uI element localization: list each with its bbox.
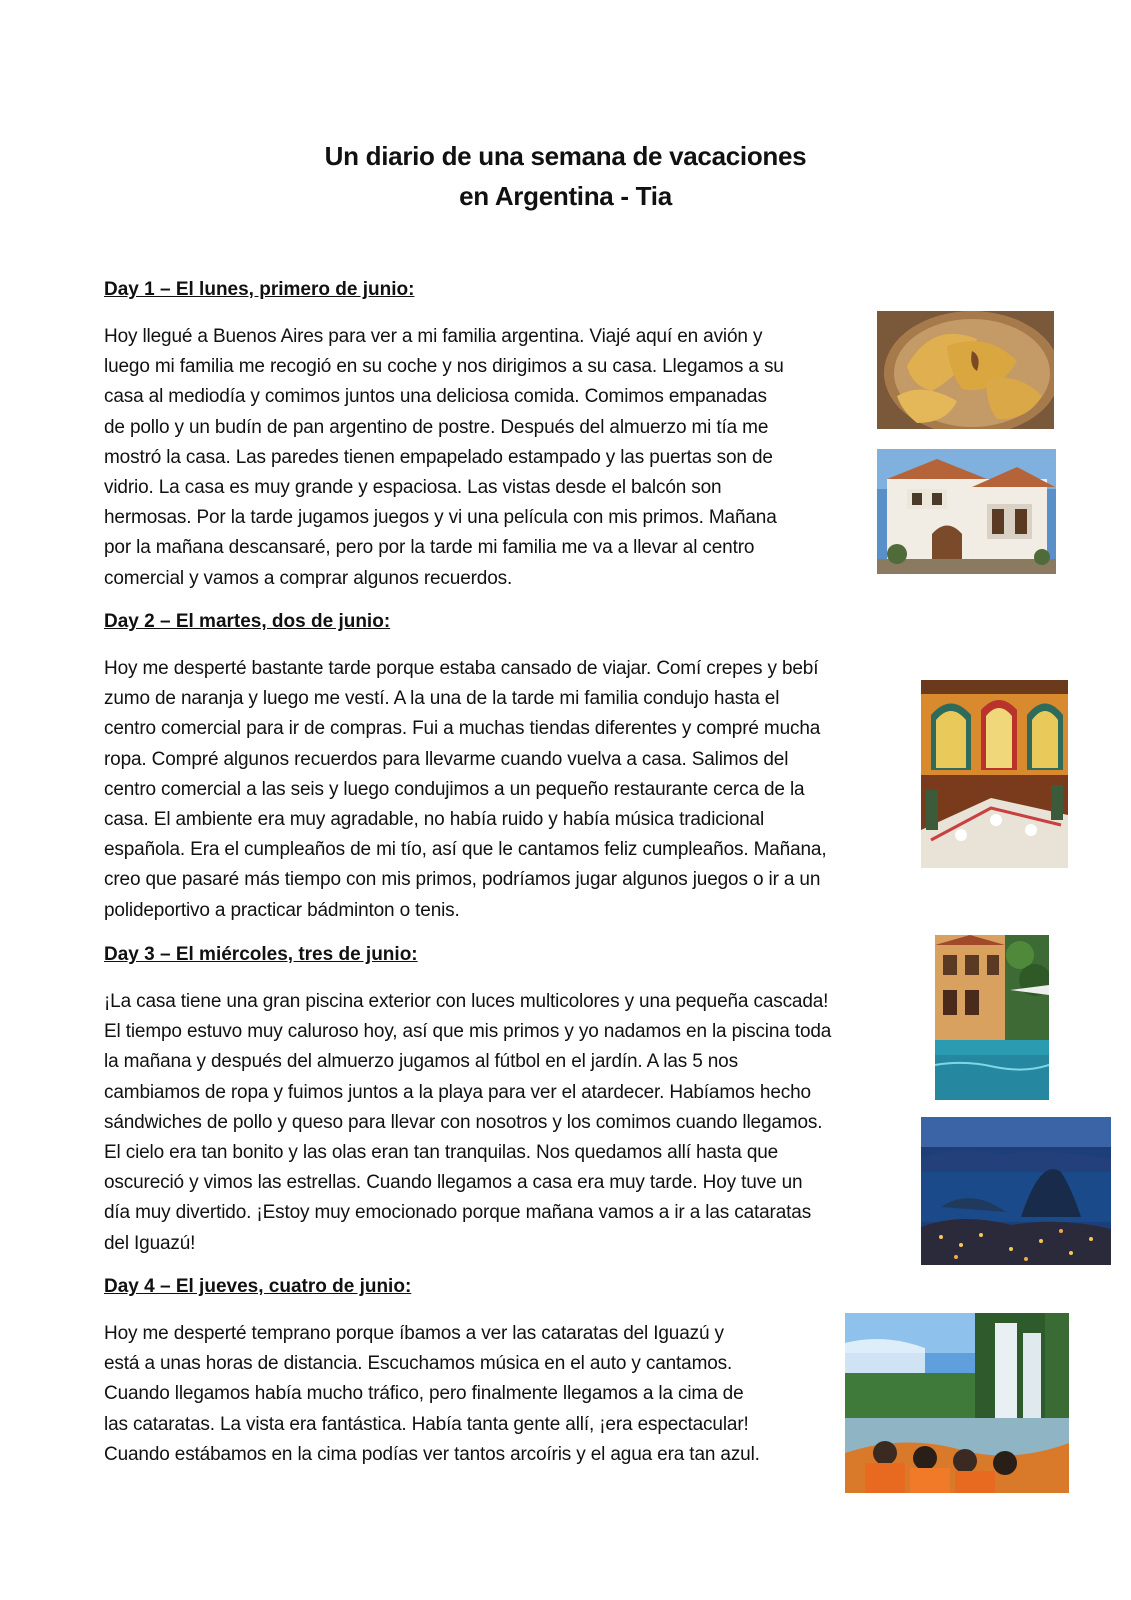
paragraph-line: centro comercial para ir de compras. Fui a muchas tiendas diferentes y compré mucha — [104, 718, 821, 740]
paragraph-line: las cataratas. La vista era fantástica. Había tanta gente allí, ¡era espectacular! — [104, 1413, 749, 1435]
paragraph-line: del Iguazú! — [104, 1232, 196, 1254]
day-4-paragraph — [104, 1319, 760, 1470]
paragraph-line: la mañana y después del almuerzo jugamos al fútbol en el jardín. A las 5 nos — [104, 1051, 738, 1073]
paragraph-line: sándwiches de pollo y queso para llevar con nosotros y los comimos cuando llegamos. — [104, 1111, 823, 1133]
paragraph-line: está a unas horas de distancia. Escuchamos música en el auto y cantamos. — [104, 1353, 733, 1375]
day-3-heading: Day 3 – El miércoles, tres de junio: — [104, 944, 418, 965]
day-2-heading: Day 2 – El martes, dos de junio: — [104, 611, 391, 632]
empanadas-photo — [877, 311, 1054, 429]
day-4-heading: Day 4 – El jueves, cuatro de junio: — [104, 1276, 412, 1297]
paragraph-line: El tiempo estuvo muy caluroso hoy, así que mis primos y yo nadamos en la piscina toda — [104, 1021, 832, 1043]
day-1-paragraph — [104, 322, 784, 594]
paragraph-line: zumo de naranja y luego me vestí. A la una de la tarde mi familia condujo hasta el — [104, 688, 780, 710]
paragraph-line: española. Era el cumpleaños de mi tío, así que le cantamos feliz cumpleaños. Mañana, — [104, 839, 827, 861]
paragraph-line: oscureció y vimos las estrellas. Cuando llegamos a casa era muy tarde. Hoy tuve un — [104, 1172, 803, 1194]
paragraph-line: ¡La casa tiene una gran piscina exterior con luces multicolores y una pequeña cascada! — [104, 991, 829, 1012]
paragraph-line: Cuando estábamos en la cima podías ver tantos arcoíris y el agua era tan azul. — [104, 1443, 760, 1465]
paragraph-line: día muy divertido. ¡Estoy muy emocionado porque mañana vamos a ir a las cataratas — [104, 1202, 812, 1224]
coastal-night-photo — [921, 1117, 1111, 1265]
paragraph-line: Hoy me desperté bastante tarde porque estaba cansado de viajar. Comí crepes y bebí — [104, 658, 819, 679]
paragraph-line: El cielo era tan bonito y las olas eran tan tranquilas. Nos quedamos allí hasta que — [104, 1142, 779, 1164]
paragraph-line: centro comercial a las seis y luego condujimos a un pequeño restaurante cerca de la — [104, 778, 805, 800]
day-3-paragraph — [104, 987, 831, 1259]
paragraph-line: mostró la casa. Las paredes tienen empapelado estampado y las puertas son de — [104, 446, 773, 468]
paragraph-line: Hoy me desperté temprano porque íbamos a ver las cataratas del Iguazú y — [104, 1323, 724, 1344]
title-line-2: en Argentina - Tia — [459, 181, 672, 211]
paragraph-line: Hoy llegué a Buenos Aires para ver a mi familia argentina. Viajé aquí en avión y — [104, 326, 763, 347]
document-title — [0, 136, 1131, 216]
paragraph-line: cambiamos de ropa y fuimos juntos a la playa para ver el atardecer. Habíamos hecho — [104, 1081, 811, 1103]
paragraph-line: hermosas. Por la tarde jugamos juegos y vi una película con mis primos. Mañana — [104, 507, 777, 529]
paragraph-line: luego mi familia me recogió en su coche y nos dirigimos a su casa. Llegamos a su — [104, 356, 784, 378]
title-line-1: Un diario de una semana de vacaciones — [324, 141, 807, 171]
paragraph-line: comercial y vamos a comprar algunos recuerdos. — [104, 567, 513, 589]
waterfall-boat-photo — [845, 1313, 1069, 1493]
paragraph-line: casa al mediodía y comimos juntos una deliciosa comida. Comimos empanadas — [104, 386, 767, 408]
pool-villa-photo — [935, 935, 1049, 1100]
paragraph-line: creo que pasaré más tiempo con mis primos, podríamos jugar algunos juegos o ir a un — [104, 869, 821, 891]
paragraph-line: ropa. Compré algunos recuerdos para llevarme cuando vuelva a casa. Salimos del — [104, 748, 789, 770]
paragraph-line: vidrio. La casa es muy grande y espaciosa. Las vistas desde el balcón son — [104, 477, 722, 499]
paragraph-line: Cuando llegamos había mucho tráfico, pero finalmente llegamos a la cima de — [104, 1383, 744, 1405]
paragraph-line: polideportivo a practicar bádminton o tenis. — [104, 899, 460, 921]
house-photo — [877, 449, 1056, 574]
paragraph-line: por la mañana descansaré, pero por la tarde mi familia me va a llevar al centro — [104, 537, 755, 559]
day-2-paragraph — [104, 654, 826, 926]
day-1-heading: Day 1 – El lunes, primero de junio: — [104, 279, 415, 300]
restaurant-photo — [921, 680, 1068, 868]
paragraph-line: casa. El ambiente era muy agradable, no había ruido y había música tradicional — [104, 809, 765, 831]
paragraph-line: de pollo y un budín de pan argentino de postre. Después del almuerzo mi tía me — [104, 416, 769, 438]
